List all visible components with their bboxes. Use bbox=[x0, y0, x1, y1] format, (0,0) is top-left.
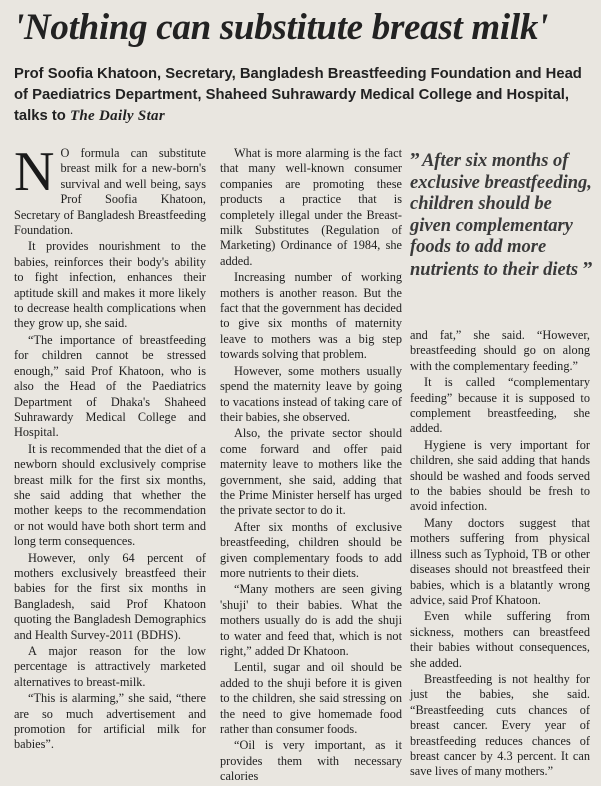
subhead bbox=[14, 64, 589, 127]
paragraph: Increasing number of working mothers is another reason. But the fact that the government has decided to give six months of maternity leave to mothers was a big step towards solving that problem. bbox=[220, 270, 402, 362]
paragraph: What is more alarming is the fact that many well-known consumer companies are promoting these products a practice that is completely illegal under the Breast-milk Substitutes (Regulation of Marketing) Ordinance of 1984, she added. bbox=[220, 146, 402, 268]
paragraph: Even while suffering from sickness, mothers can breastfeed their babies without consequences, she added. bbox=[410, 609, 590, 670]
paragraph: It is called “complementary feeding” because it is supposed to complement breastfeeding, she added. bbox=[410, 375, 590, 436]
paragraph: “Many mothers are seen giving 'shuji' to their babies. What the mothers usually do is add the shuji to water and feed that, which is not right,” added Dr Khatoon. bbox=[220, 582, 402, 658]
paragraph: However, only 64 percent of mothers exclusively breastfeed their babies for the first six months in Bangladesh, said Prof Khatoon quoting the Bangladesh Demographics and Health Survey-2011 (BDHS). bbox=[14, 550, 206, 642]
pull-quote-text: After six months of exclusive breastfeeding, children should be given complementary foods to add more nutrients to their diets bbox=[410, 151, 592, 280]
paragraph: Also, the private sector should come forward and offer paid maternity leave to mothers like the government, she said, adding that the Prime Minister herself has urged the private sector to do it. bbox=[220, 426, 402, 518]
paragraph: Lentil, sugar and oil should be added to the shuji before it is given to the children, she said stressing on the need to give homemade food rather than consumer foods. bbox=[220, 660, 402, 737]
paragraph: Many doctors suggest that mothers suffering from physical illness such as Typhoid, TB or other diseases should not breastfeed their babies, which is a blatantly wrong advice, said Prof Khatoon. bbox=[410, 515, 590, 607]
paragraph: “The importance of breastfeeding for children cannot be stressed enough,” said Prof Khatoon, who is also the Head of the Paediatrics Department of Dhaka's Shaheed Suhrawardy Medical College and Hospital. bbox=[14, 332, 206, 440]
subhead-text: Prof Soofia Khatoon, Secretary, Bangladesh Breastfeeding Foundation and Head of Paediatrics Department, Shaheed Suhrawardy Medical College and Hospital, talks to bbox=[14, 66, 582, 124]
quote-open-icon: ” bbox=[410, 149, 418, 171]
paragraph: and fat,” she said. “However, breastfeeding should go on along with the complementary feeding.” bbox=[410, 328, 590, 373]
paragraph: A major reason for the low percentage is attractively marketed alternatives to breast-milk. bbox=[14, 644, 206, 689]
column-3 bbox=[410, 328, 590, 781]
drop-cap: N bbox=[14, 141, 55, 203]
paragraph: Hygiene is very important for children, she said adding that hands should be washed and foods served to the babies should be fresh to avoid infection. bbox=[410, 437, 590, 514]
pull-quote bbox=[410, 150, 592, 281]
column-2 bbox=[220, 146, 402, 786]
paragraph: However, some mothers usually spend the maternity leave by going to vacations instead of taking care of their babies, she observed. bbox=[220, 363, 402, 424]
paragraph: It is recommended that the diet of a newborn should exclusively comprise breast milk for the first six months, she said adding that whether the mother keeps to the recommendation or not would have both short term and long term consequences. bbox=[14, 441, 206, 549]
paragraph: It provides nourishment to the babies, reinforces their body's ability to fight infection, enhances their aptitude skill and makes it more likely to decrease health complications when they grow up, she said. bbox=[14, 239, 206, 331]
quote-close-icon: ” bbox=[582, 257, 591, 280]
paragraph: “Oil is very important, as it provides them with necessary calories bbox=[220, 738, 402, 784]
paragraph: After six months of exclusive breastfeeding, children should be given complementary foods to add more nutrients to their diets. bbox=[220, 519, 402, 580]
paragraph: Breastfeeding is not healthy for just the babies, she said. “Breastfeeding cuts chances of breast cancer. Every year of breastfeeding reduces chances of breast cancer by 4.3 percent. It can save lives of many mothers.” bbox=[410, 671, 590, 779]
paragraph: “This is alarming,” she said, “there are so much advertisement and promotion for artificial milk for babies”. bbox=[14, 691, 206, 752]
publication-masthead: The Daily Star bbox=[69, 108, 165, 124]
headline: 'Nothing can substitute breast milk' bbox=[14, 7, 549, 48]
paragraph bbox=[14, 141, 206, 238]
column-1 bbox=[14, 141, 206, 754]
paragraph-text: O formula can substitute breast milk for a new-born's survival and well being, says Prof Soofia Khatoon, Secretary of Bangladesh Breastfeeding Foundation. bbox=[14, 146, 206, 238]
